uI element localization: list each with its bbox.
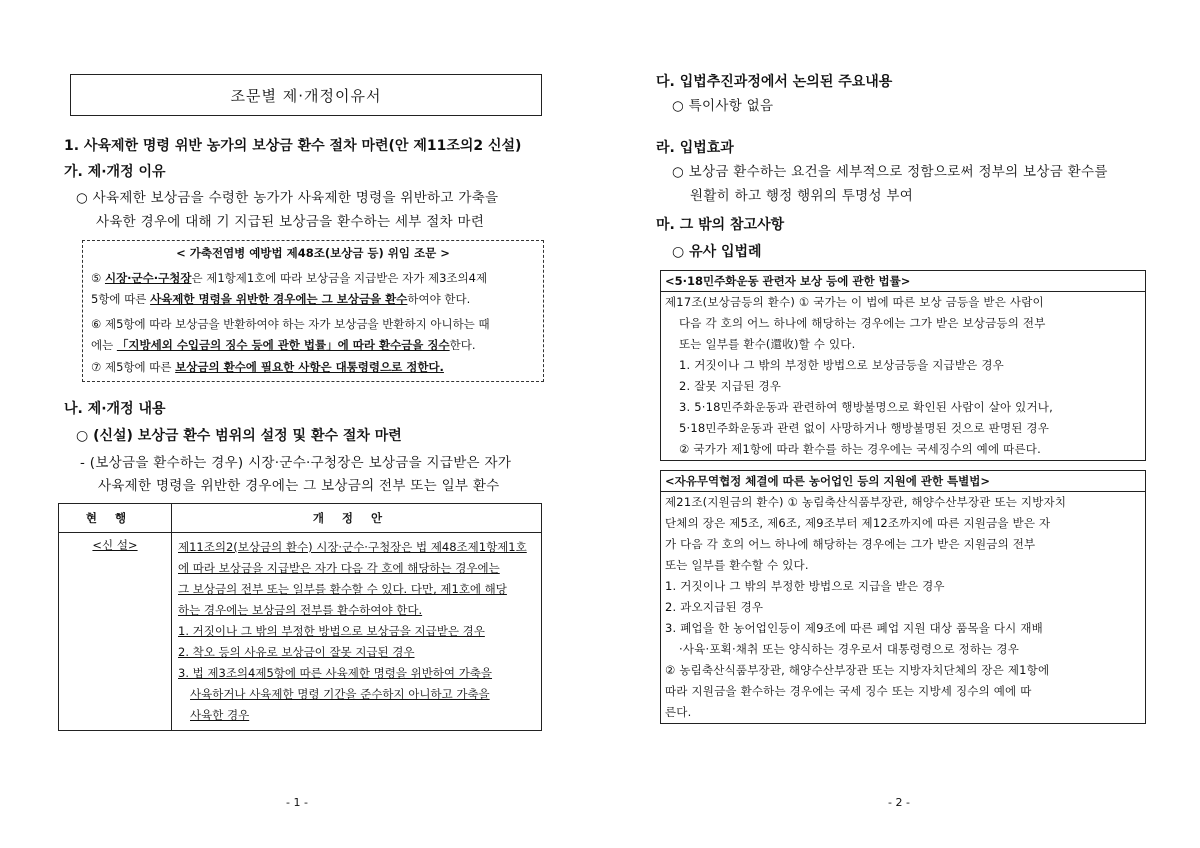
reference-line: 른다. [665,705,692,719]
ra-heading: 라. 입법효과 [656,140,734,156]
reference-line: 1. 거짓이나 그 밖의 부정한 방법으로 보상금등을 지급받은 경우 [679,358,1004,372]
box-line-3: ⑥ 제5항에 따라 보상금을 반환하여야 하는 자가 보상금을 반환하지 아니하는 때 [91,317,490,331]
reference-line: 또는 일부를 환수할 수 있다. [665,558,809,572]
ra-line-2: 원활히 하고 행정 행위의 투명성 부여 [690,188,914,204]
header-current: 현행 [59,504,172,533]
reference-line: 1. 거짓이나 그 밖의 부정한 방법으로 지급을 받은 경우 [665,579,945,593]
revised-item: 3. 법 제3조의4제5항에 따른 사육제한 명령을 위반하여 가축을 [178,666,493,680]
reference-line: 또는 일부를 환수(還收)할 수 있다. [679,337,856,351]
ma-sub: ○ 유사 입법례 [672,244,762,260]
header-revised: 개정안 [172,504,542,533]
box-line-4: 에는 「지방세외 수입금의 징수 등에 관한 법률」에 따라 환수금을 징수한다. [91,338,476,352]
comparison-table [58,503,542,731]
reference-line: 2. 과오지급된 경우 [665,600,764,614]
revised-item: 사육하거나 사육제한 명령 기간을 준수하지 아니하고 가축을 [190,687,490,701]
ma-heading: 마. 그 밖의 참고사항 [656,217,785,233]
page-1 [58,0,548,848]
na-heading: 나. 제·개정 내용 [64,401,166,417]
ra-line-1: ○ 보상금 환수하는 요건을 세부적으로 정함으로써 정부의 보상금 환수를 [672,164,1108,180]
revised-item: 1. 거짓이나 그 밖의 부정한 방법으로 보상금을 지급받은 경우 [178,624,485,638]
revised-cell [172,533,542,731]
box-line-2: 5항에 따른 사육제한 명령을 위반한 경우에는 그 보상금을 환수하여야 한다. [91,292,471,306]
reference-title-fta: <자유무역협정 체결에 따른 농어업인 등의 지원에 관한 특별법> [661,471,1145,492]
reference-line: 단체의 장은 제5조, 제6조, 제9조부터 제12조까지에 따른 지원금을 받은 자 [665,516,1051,530]
na-dash-line-1: - (보상금을 환수하는 경우) 시장·군수·구청장은 보상금을 지급받은 자가 [80,455,512,471]
revised-item: 2. 착오 등의 사유로 보상금이 잘못 지급된 경우 [178,645,415,659]
reference-line: ② 국가가 제1항에 따라 환수를 하는 경우에는 국세징수의 예에 따른다. [679,442,1041,456]
reference-line: 제17조(보상금등의 환수) ① 국가는 이 법에 따른 보상 금등을 받은 사람이 [665,295,1044,309]
revised-line: 그 보상금의 전부 또는 일부를 환수할 수 있다. 다만, 제1호에 해당 [178,582,507,596]
current-cell: <신 설> [59,533,172,731]
page-2 [650,0,1150,848]
da-heading: 다. 입법추진과정에서 논의된 주요내용 [656,74,893,90]
page-number-2: - 2 - [888,796,910,809]
revised-line: 제11조의2(보상금의 환수) 시장·군수·구청장은 법 제48조제1항제1호 [178,540,527,554]
revised-line: 에 따라 보상금을 지급받은 자가 다음 각 호에 해당하는 경우에는 [178,561,500,575]
box-line-5: ⑦ 제5항에 따른 보상금의 환수에 필요한 사항은 대통령령으로 정한다. [91,360,444,374]
section-heading-1: 1. 사육제한 명령 위반 농가의 보상금 환수 절차 마련(안 제11조의2 신설) [64,138,522,154]
reference-line: 3. 5·18민주화운동과 관련하여 행방불명으로 확인된 사람이 살아 있거나, [679,400,1053,414]
reference-line: 다음 각 호의 어느 하나에 해당하는 경우에는 그가 받은 보상금등의 전부 [679,316,1046,330]
na-dash-line-2: 사육제한 명령을 위반한 경우에는 그 보상금의 전부 또는 일부 환수 [98,478,500,494]
ga-bullet-line-2: 사육한 경우에 대해 기 지급된 보상금을 환수하는 세부 절차 마련 [96,214,485,230]
na-sub-heading: ○ (신설) 보상금 환수 범위의 설정 및 환수 절차 마련 [76,428,402,444]
revised-line: 하는 경우에는 보상금의 전부를 환수하여야 한다. [178,603,423,617]
page-number-1: - 1 - [286,796,308,809]
revised-item: 사육한 경우 [190,708,250,722]
da-bullet: ○ 특이사항 없음 [672,98,774,114]
ga-bullet-line-1: ○ 사육제한 보상금을 수령한 농가가 사육제한 명령을 위반하고 가축을 [76,190,499,206]
document-title: 조문별 제·개정이유서 [70,74,542,116]
reference-line: ② 농림축산식품부장관, 해양수산부장관 또는 지방자치단체의 장은 제1항에 [665,663,1050,677]
reference-line: 따라 지원금을 환수하는 경우에는 국세 징수 또는 지방세 징수의 예에 따 [665,684,1032,698]
reference-line: ·사육·포획·채취 또는 양식하는 경우로서 대통령령으로 정하는 경우 [679,642,1020,656]
reference-line: 제21조(지원금의 환수) ① 농림축산식품부장관, 해양수산부장관 또는 지방자치 [665,495,1067,509]
reference-line: 3. 폐업을 한 농어업인등이 제9조에 따른 폐업 지원 대상 품목을 다시 재배 [665,621,1043,635]
delegation-clause-box [82,240,544,382]
reference-box-fta [660,470,1146,724]
box-line-1: ⑤ 시장·군수·구청장은 제1항제1호에 따라 보상금을 지급받은 자가 제3조의4제 [91,271,488,285]
reference-line: 5·18민주화운동과 관련 없이 사망하거나 행방불명된 것으로 판명된 경우 [679,421,1050,435]
reference-box-518 [660,270,1146,461]
reference-line: 2. 잘못 지급된 경우 [679,379,782,393]
reference-line: 가 다음 각 호의 어느 하나에 해당하는 경우에는 그가 받은 지원금의 전부 [665,537,1036,551]
reference-title-518: <5·18민주화운동 관련자 보상 등에 관한 법률> [661,271,1145,292]
box-title: < 가축전염병 예방법 제48조(보상금 등) 위임 조문 > [176,246,450,260]
ga-heading: 가. 제·개정 이유 [64,164,166,180]
